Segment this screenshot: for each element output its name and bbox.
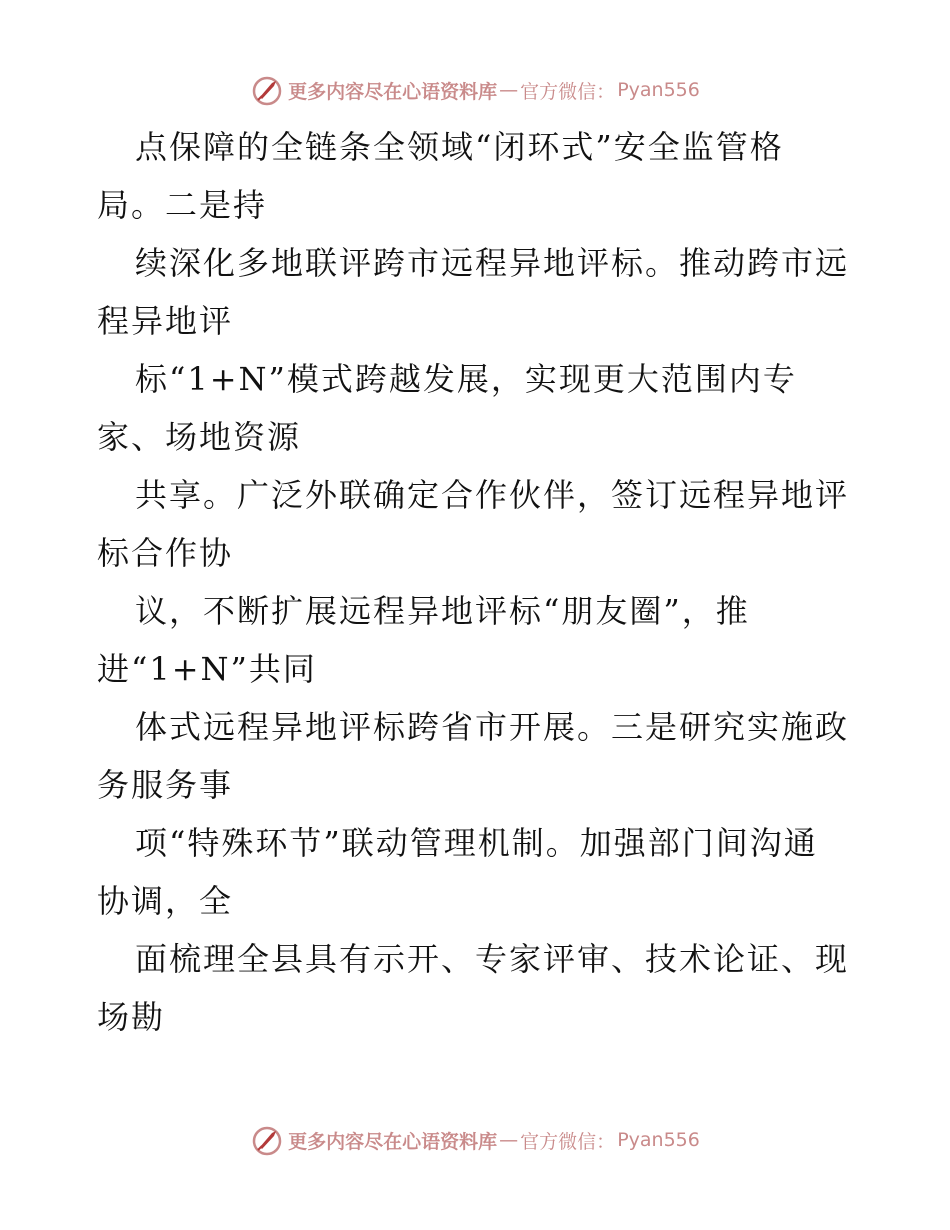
text-line: 点保障的全链条全领域“闭环式”安全监管格 [135,128,784,166]
quill-pen-logo-icon [250,1123,284,1157]
text-line: 进“1+N”共同 [97,650,317,688]
text-line: 务服务事 [97,766,234,804]
text-line: 项“特殊环节”联动管理机制。加强部门间沟通 [135,824,818,862]
text-line: 局。二是持 [97,186,268,224]
text-line: 程异地评 [97,302,234,340]
text-line: 场勘 [97,998,166,1036]
quill-pen-logo-icon [250,73,284,107]
text-line: 共享。广泛外联确定合作伙伴，签订远程异地评 [135,476,850,514]
text-line: 体式远程异地评标跨省市开展。三是研究实施政 [135,708,850,746]
watermark-dash: — [499,1129,519,1151]
text-line: 议，不断扩展远程异地评标“朋友圈”，推 [135,592,750,630]
text-line: 家、场地资源 [97,418,302,456]
watermark-wechat-id: Pyan556 [617,1129,700,1151]
watermark-official-label: 官方微信： [520,80,616,103]
text-line: 协调，全 [97,882,234,920]
text-line: 面梳理全县具有示开、专家评审、技术论证、现 [135,940,850,978]
footer-watermark [0,1120,950,1160]
watermark-text: 更多内容尽在心语资料库 [288,1130,498,1153]
text-line: 续深化多地联评跨市远程异地评标。推动跨市远 [135,244,850,282]
watermark-text: 更多内容尽在心语资料库 [288,80,498,103]
watermark-official-label: 官方微信： [520,1130,616,1153]
text-line: 标“1+N”模式跨越发展，实现更大范围内专 [135,360,797,398]
watermark-dash: — [499,79,519,101]
text-line: 标合作协 [97,534,234,572]
header-watermark [0,70,950,110]
document-body [97,118,857,1046]
watermark-wechat-id: Pyan556 [617,79,700,101]
